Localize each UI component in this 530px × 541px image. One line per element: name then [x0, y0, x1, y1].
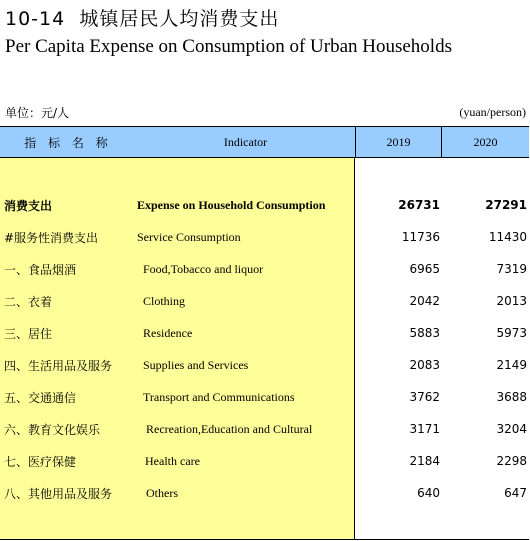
row-value-2019: 2184: [409, 454, 440, 468]
row-label-en: Clothing: [143, 293, 186, 308]
row-label-cn: 五、交通通信: [4, 390, 77, 405]
row-value-2019: 2083: [409, 358, 440, 372]
header-year-2019: 2019: [356, 127, 442, 157]
header-year-2020: 2020: [473, 134, 498, 149]
row-label-en: Others: [146, 485, 178, 500]
row-label-cn: 二、衣着: [4, 294, 53, 309]
row-value-2020: 11430: [488, 230, 527, 244]
row-label-en: Service Consumption: [137, 229, 241, 244]
table-row: [0, 386, 529, 408]
row-value-2020: 27291: [485, 198, 527, 212]
table-row: [0, 482, 529, 504]
row-value-2019: 3171: [409, 422, 440, 436]
row-label-en: Expense on Household Consumption: [137, 197, 326, 212]
table-row-total: [0, 194, 529, 216]
row-label-cn: #服务性消费支出: [4, 230, 99, 245]
title-cn-text: 城镇居民人均消费支出: [79, 8, 280, 30]
row-value-2019: 640: [417, 486, 440, 500]
row-label-en: Residence: [143, 325, 193, 340]
table-bottom-rule: [0, 539, 529, 540]
row-label-cn: 消费支出: [4, 198, 53, 213]
row-label-cn: 四、生活用品及服务: [4, 358, 113, 373]
row-value-2020: 7319: [496, 262, 527, 276]
row-value-2019: 26731: [398, 198, 440, 212]
row-label-en: Food,Tobacco and liquor: [143, 261, 264, 276]
header-indicator-en: Indicator: [136, 127, 356, 157]
row-label-en: Recreation,Education and Cultural: [146, 421, 313, 436]
row-value-2020: 647: [504, 486, 527, 500]
unit-label-cn: 单位：元/人: [5, 106, 70, 120]
row-value-2020: 3688: [496, 390, 527, 404]
table-row: [0, 258, 529, 280]
row-label-cn: 一、食品烟酒: [4, 262, 77, 277]
row-value-2020: 2013: [496, 294, 527, 308]
table-row: [0, 450, 529, 472]
row-value-2020: 2298: [496, 454, 527, 468]
header-indicator-cn: 指 标 名 称: [24, 135, 112, 150]
data-table: [0, 126, 529, 540]
table-row: [0, 418, 529, 440]
row-label-cn: 三、居住: [4, 326, 53, 341]
row-label-en: Supplies and Services: [143, 357, 249, 372]
row-label-cn: 八、其他用品及服务: [4, 486, 113, 501]
row-label-en: Transport and Communications: [143, 389, 295, 404]
row-label-cn: 六、教育文化娱乐: [4, 422, 101, 437]
row-value-2020: 3204: [496, 422, 527, 436]
row-value-2019: 2042: [409, 294, 440, 308]
table-row: [0, 354, 529, 376]
row-value-2019: 5883: [409, 326, 440, 340]
row-value-2019: 6965: [409, 262, 440, 276]
row-label-cn: 七、医疗保健: [4, 454, 77, 469]
unit-label-en: (yuan/person): [459, 105, 526, 119]
table-header: [0, 126, 529, 158]
table-title-en: Per Capita Expense on Consumption of Urban Households: [5, 36, 452, 57]
table-title-cn: [5, 4, 279, 31]
row-value-2020: 2149: [496, 358, 527, 372]
row-value-2019: 3762: [409, 390, 440, 404]
table-number: 10-14: [5, 8, 66, 30]
table-row: [0, 322, 529, 344]
table-row: [0, 226, 529, 248]
row-value-2019: 11736: [401, 230, 440, 244]
row-value-2020: 5973: [496, 326, 527, 340]
row-label-en: Health care: [145, 453, 200, 468]
table-row: [0, 290, 529, 312]
